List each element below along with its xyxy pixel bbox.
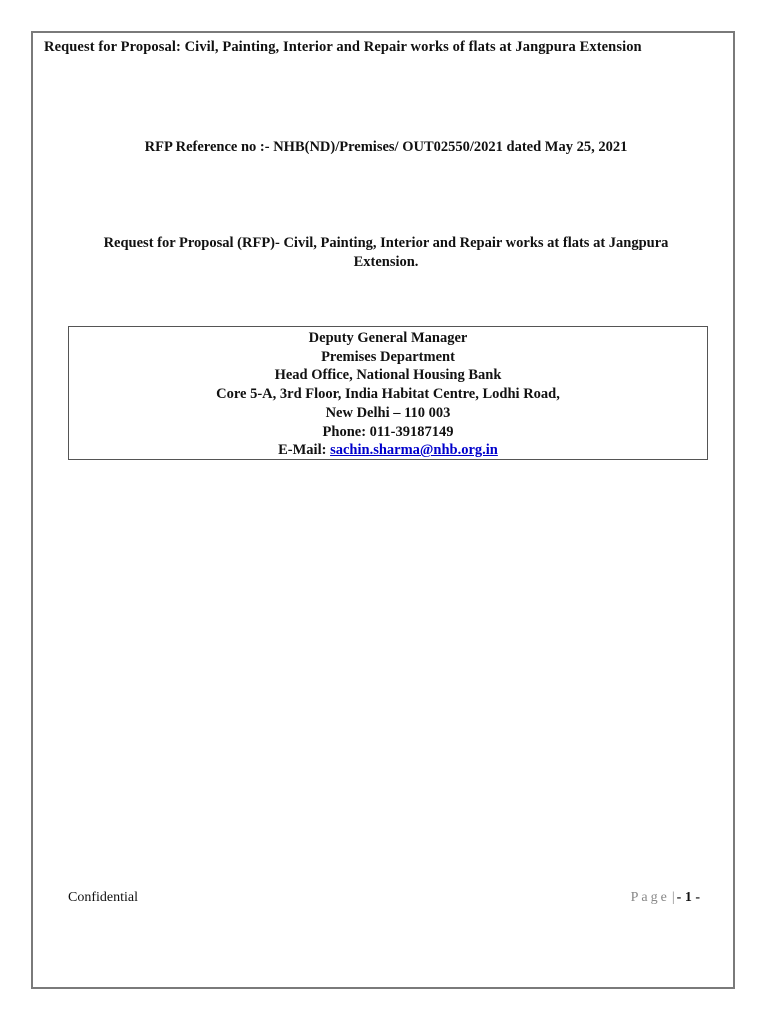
contact-address: Core 5-A, 3rd Floor, India Habitat Centre, Lodhi Road, — [216, 386, 560, 403]
email-link[interactable]: sachin.sharma@nhb.org.in — [330, 442, 498, 459]
contact-city: New Delhi – 110 003 — [325, 404, 451, 421]
email-label: E-Mail: — [278, 442, 331, 459]
contact-designation: Deputy General Manager — [308, 330, 468, 346]
rfp-reference: RFP Reference no :- NHB(ND)/Premises/ OUT02550/2021 dated May 25, 2021 — [144, 139, 628, 155]
page-label: Page — [630, 890, 670, 905]
contact-department: Premises Department — [321, 348, 455, 365]
footer-page-indicator — [631, 890, 700, 906]
page-number: - 1 - — [676, 890, 700, 905]
contact-phone: Phone: 011-39187149 — [322, 423, 454, 440]
contact-address-box — [68, 326, 708, 460]
contact-office: Head Office, National Housing Bank — [274, 367, 502, 384]
page-header: Request for Proposal: Civil, Painting, Interior and Repair works of flats at Jangpura Extension — [44, 39, 642, 55]
rfp-title: Request for Proposal (RFP)- Civil, Painting, Interior and Repair works at flats at Jangpura Extension. — [103, 235, 669, 270]
page-separator: | — [671, 890, 675, 905]
footer-confidential: Confidential — [68, 890, 138, 905]
contact-email-line — [69, 441, 707, 460]
page-border — [31, 31, 735, 989]
